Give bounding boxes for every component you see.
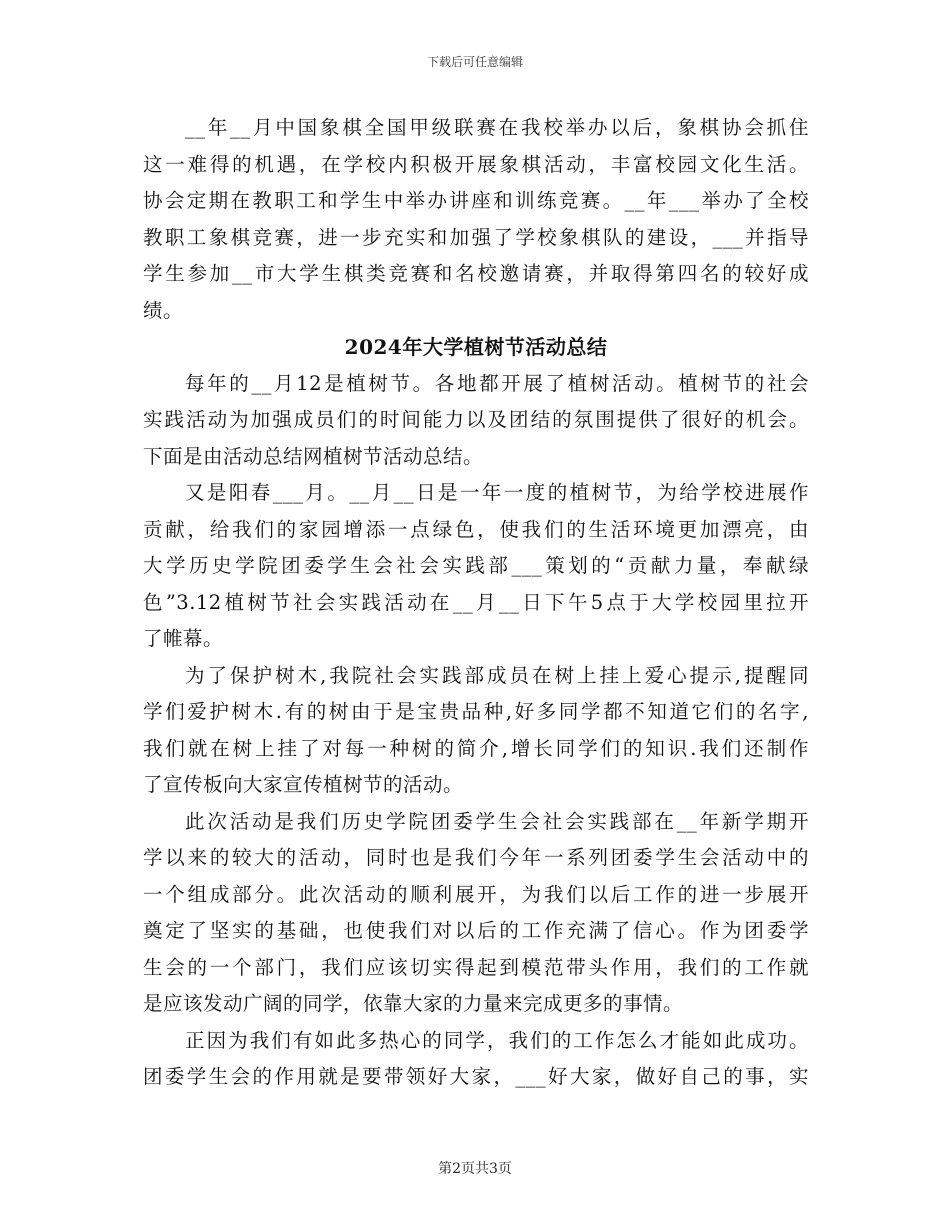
- text-line: 下面是由活动总结网植树节活动总结。: [143, 444, 484, 468]
- paragraph: [143, 658, 809, 804]
- header-note: 下载后可任意编辑: [426, 55, 523, 69]
- text-line: 此次活动是我们历史学院团委学生会社会实践部在__年新学期开: [185, 809, 809, 833]
- text-line: 了帷幕。: [143, 627, 224, 650]
- text-line: 学们爱护树木.有的树由于是宝贵品种,好多同学都不知道它们的名字,: [143, 700, 809, 723]
- text-line: 协会定期在教职工和学生中举办讲座和训练竞赛。__年___举办了全校: [143, 189, 809, 212]
- text-line: 实践活动为加强成员们的时间能力以及团结的氛围提供了很好的机会。: [143, 408, 809, 431]
- text-line: 一个组成部分。此次活动的顺利展开，为我们以后工作的进一步展开: [143, 882, 809, 906]
- text-line: 生会的一个部门，我们应该切实得起到模范带头作用，我们的工作就: [143, 955, 809, 979]
- text-line: 是应该发动广阔的同学，依靠大家的力量来完成更多的事情。: [143, 992, 684, 1015]
- text-line: 每年的__月12是植树节。各地都开展了植树活动。植树节的社会: [185, 371, 809, 395]
- text-line: 贡献，给我们的家园增添一点绿色，使我们的生活环境更加漂亮，由: [143, 517, 809, 541]
- text-line: 教职工象棋竞赛，进一步充实和加强了学校象棋队的建设，___并指导: [143, 225, 809, 249]
- text-line: 团委学生会的作用就是要带领好大家，___好大家，做好自己的事，实: [143, 1065, 809, 1088]
- paragraph: [143, 366, 809, 476]
- text-line: 我们就在树上挂了对每一种树的简介,增长同学们的知识.我们还制作: [143, 736, 809, 760]
- paragraph: [143, 1023, 809, 1096]
- text-line: 奠定了坚实的基础，也使我们对以后的工作充满了信心。作为团委学: [143, 919, 809, 942]
- page-number-footer: 第2页共3页: [438, 1161, 512, 1177]
- text-line: 绩。: [143, 298, 184, 322]
- text-line: 为了保护树木,我院社会实践部成员在树上挂上爱心提示,提醒同: [185, 663, 809, 687]
- text-line: 正因为我们有如此多热心的同学，我们的工作怎么才能如此成功。: [185, 1028, 809, 1052]
- paragraph: [143, 475, 809, 658]
- text-line: 了宣传板向大家宣传植树节的活动。: [143, 773, 464, 796]
- paragraph: [143, 804, 809, 1023]
- text-line: 学以来的较大的活动，同时也是我们今年一系列团委学生会活动中的: [143, 846, 809, 869]
- article-title: 2024年大学植树节活动总结: [344, 335, 608, 359]
- text-line: 色”3.12植树节社会实践活动在__月__日下午5点于大学校园里拉开: [143, 590, 809, 614]
- text-line: 大学历史学院团委学生会社会实践部___策划的“贡献力量，奉献绿: [143, 554, 809, 577]
- document-body: [143, 110, 809, 1096]
- text-line: __年__月中国象棋全国甲级联赛在我校举办以后，象棋协会抓住: [185, 116, 809, 139]
- text-line: 又是阳春___月。__月__日是一年一度的植树节，为给学校进展作: [185, 481, 809, 504]
- text-line: 学生参加__市大学生棋类竞赛和名校邀请赛，并取得第四名的较好成: [143, 262, 809, 285]
- text-line: 这一难得的机遇，在学校内积极开展象棋活动，丰富校园文化生活。: [143, 152, 809, 176]
- intro-paragraph: [143, 110, 809, 329]
